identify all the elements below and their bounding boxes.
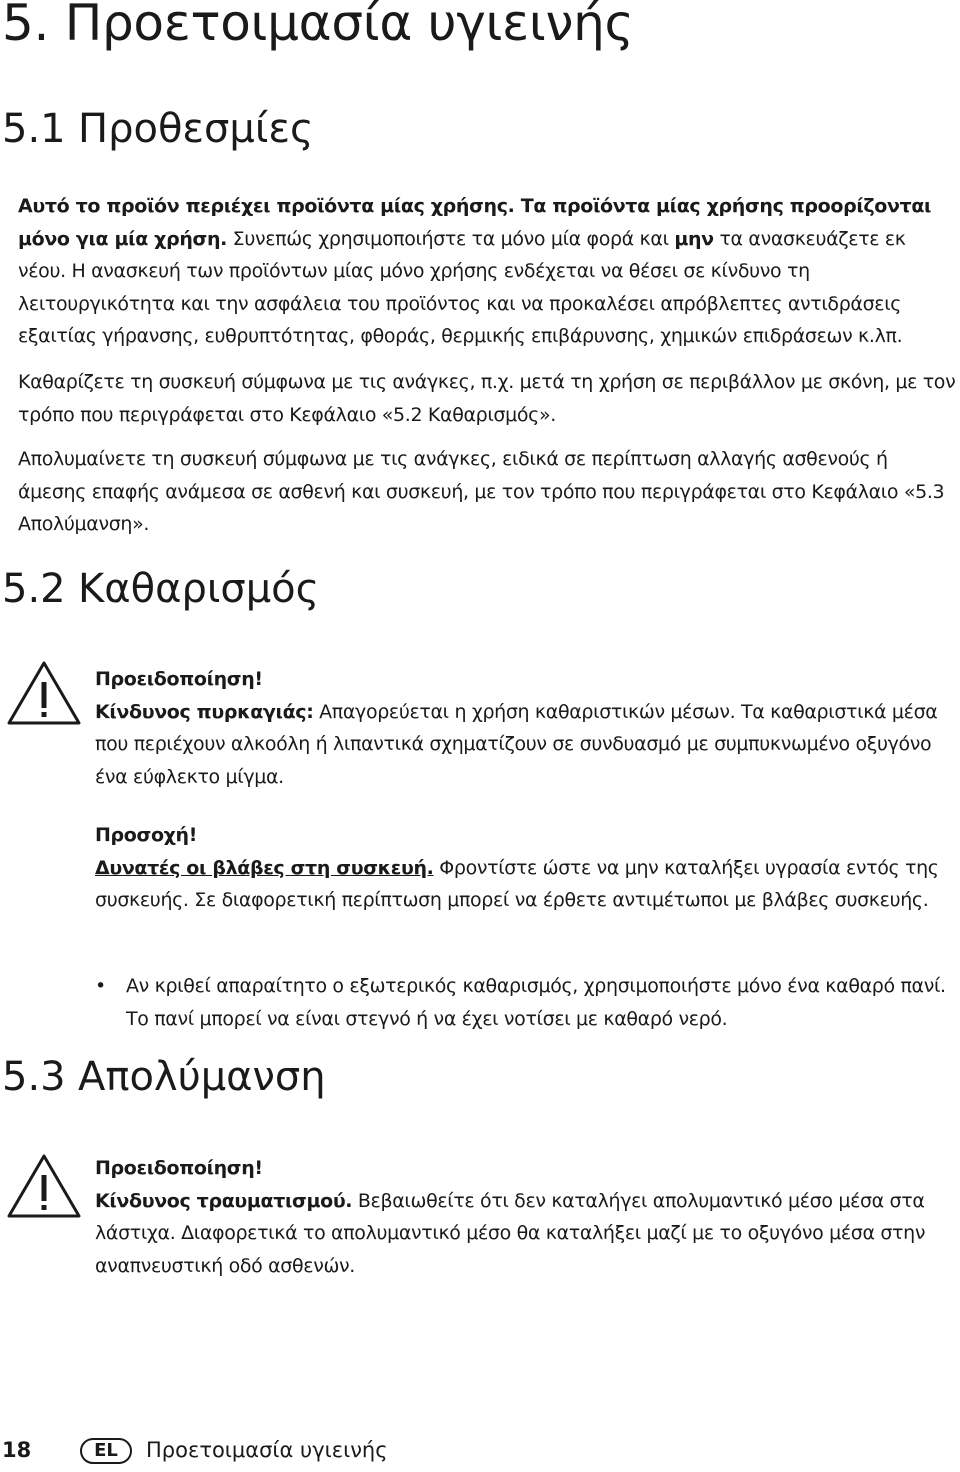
list-item bbox=[95, 970, 957, 1035]
section-title: Καθαρισμός bbox=[78, 566, 320, 612]
fire-warning-notice bbox=[95, 663, 957, 793]
text: Βεβαιωθείτε ότι δεν καταλήγει απολυμαντικό μέσο μέσα στα λάστιχα. Διαφορετικά το απολυμαντικό μέσο θα καταλήξει μαζί με το οξυγόνο μέσα στην αναπνευστική οδό ασθενών. bbox=[95, 1189, 926, 1277]
page-footer bbox=[0, 1434, 960, 1472]
warning-triangle-icon bbox=[6, 660, 82, 726]
device-damage-caution bbox=[95, 819, 957, 917]
paragraph-single-use bbox=[18, 190, 956, 353]
warning-triangle-icon bbox=[6, 1153, 82, 1219]
text: Συνεπώς χρησιμοποιήστε τα μόνο μία φορά και bbox=[226, 227, 675, 250]
paragraph-disinfection-note: Απολυμαίνετε τη συσκευή σύμφωνα με τις ανάγκες, ειδικά σε περίπτωση αλλαγής ασθενούς ή άμεσης επαφής ανάμεσα σε ασθενή και συσκευή, με τον τρόπο που περιγράφεται στο Κεφάλαιο «5.3 Απολύμανση». bbox=[18, 448, 945, 535]
section-title: Προθεσμίες bbox=[78, 106, 314, 152]
notice-title: Προσοχή! bbox=[95, 824, 198, 846]
bold-text: Κίνδυνος τραυματισμού. bbox=[95, 1189, 353, 1212]
paragraph-cleaning-note: Καθαρίζετε τη συσκευή σύμφωνα με τις ανάγκες, π.χ. μετά τη χρήση σε περιβάλλον με σκόνη, με τον τρόπο που περιγράφεται στο Κεφάλαιο «5.2 Καθαρισμός». bbox=[18, 371, 956, 426]
section-5-3-heading bbox=[2, 1054, 326, 1100]
bullet-dot-icon: • bbox=[95, 975, 106, 997]
text: Φροντίστε ώστε να μην καταλήξει υγρασία εντός της συσκευής. Σε διαφορετική περίπτωση μπορεί να έρθετε αντιμέτωποι με βλάβες συσκευής. bbox=[95, 856, 939, 911]
notice-title: Προειδοποίηση! bbox=[95, 1157, 263, 1179]
bold-text: μην bbox=[674, 227, 714, 250]
page-number: 18 bbox=[2, 1438, 32, 1462]
section-number: 5.2 bbox=[2, 566, 66, 612]
section-number: 5.1 bbox=[2, 106, 66, 152]
bold-text: Δυνατές οι βλάβες στη συσκευή. bbox=[95, 856, 434, 879]
text: Απαγορεύεται η χρήση καθαριστικών μέσων. Τα καθαριστικά μέσα που περιέχουν αλκοόλη ή λιπαντικά σχηματίζουν σε συνδυασμό με συμπυκνωμένο οξυγόνο ένα εύφλεκτο μίγμα. bbox=[95, 700, 938, 788]
text: τα ανασκευάζετε εκ νέου. Η ανασκευή των προϊόντων μίας μόνο χρήσης ενδέχεται να θέσει σε κίνδυνο τη λειτουργικότητα και την ασφάλεια του προϊόντος και να προκαλέσει απρόβλεπτες αντιδράσεις εξαιτίας γήρανσης, ευθρυπτότητας, φθοράς, θερμικής επιβάρυνσης, χημικών επιδράσεων κ.λπ. bbox=[18, 227, 906, 347]
section-title: Απολύμανση bbox=[78, 1054, 326, 1100]
language-badge: EL bbox=[80, 1438, 132, 1464]
chapter-title: 5. Προετοιμασία υγιεινής bbox=[2, 0, 634, 52]
section-number: 5.3 bbox=[2, 1054, 66, 1100]
bold-text: Κίνδυνος πυρκαγιάς: bbox=[95, 700, 314, 723]
section-5-1-heading bbox=[2, 106, 313, 152]
injury-warning-notice bbox=[95, 1152, 957, 1282]
notice-title: Προειδοποίηση! bbox=[95, 668, 263, 690]
text: Αν κριθεί απαραίτητο ο εξωτερικός καθαρισμός, χρησιμοποιήστε μόνο ένα καθαρό πανί. Το πανί μπορεί να είναι στεγνό ή να έχει νοτίσει με καθαρό νερό. bbox=[126, 975, 946, 1030]
bold-text: Αυτό το προϊόν περιέχει προϊόντα μίας χρήσης. Τα προϊόντα μίας χρήσης προορίζονται μόνο για μία χρήση. bbox=[18, 195, 932, 250]
section-5-2-heading bbox=[2, 566, 319, 612]
footer-chapter-title: Προετοιμασία υγιεινής bbox=[146, 1438, 388, 1462]
